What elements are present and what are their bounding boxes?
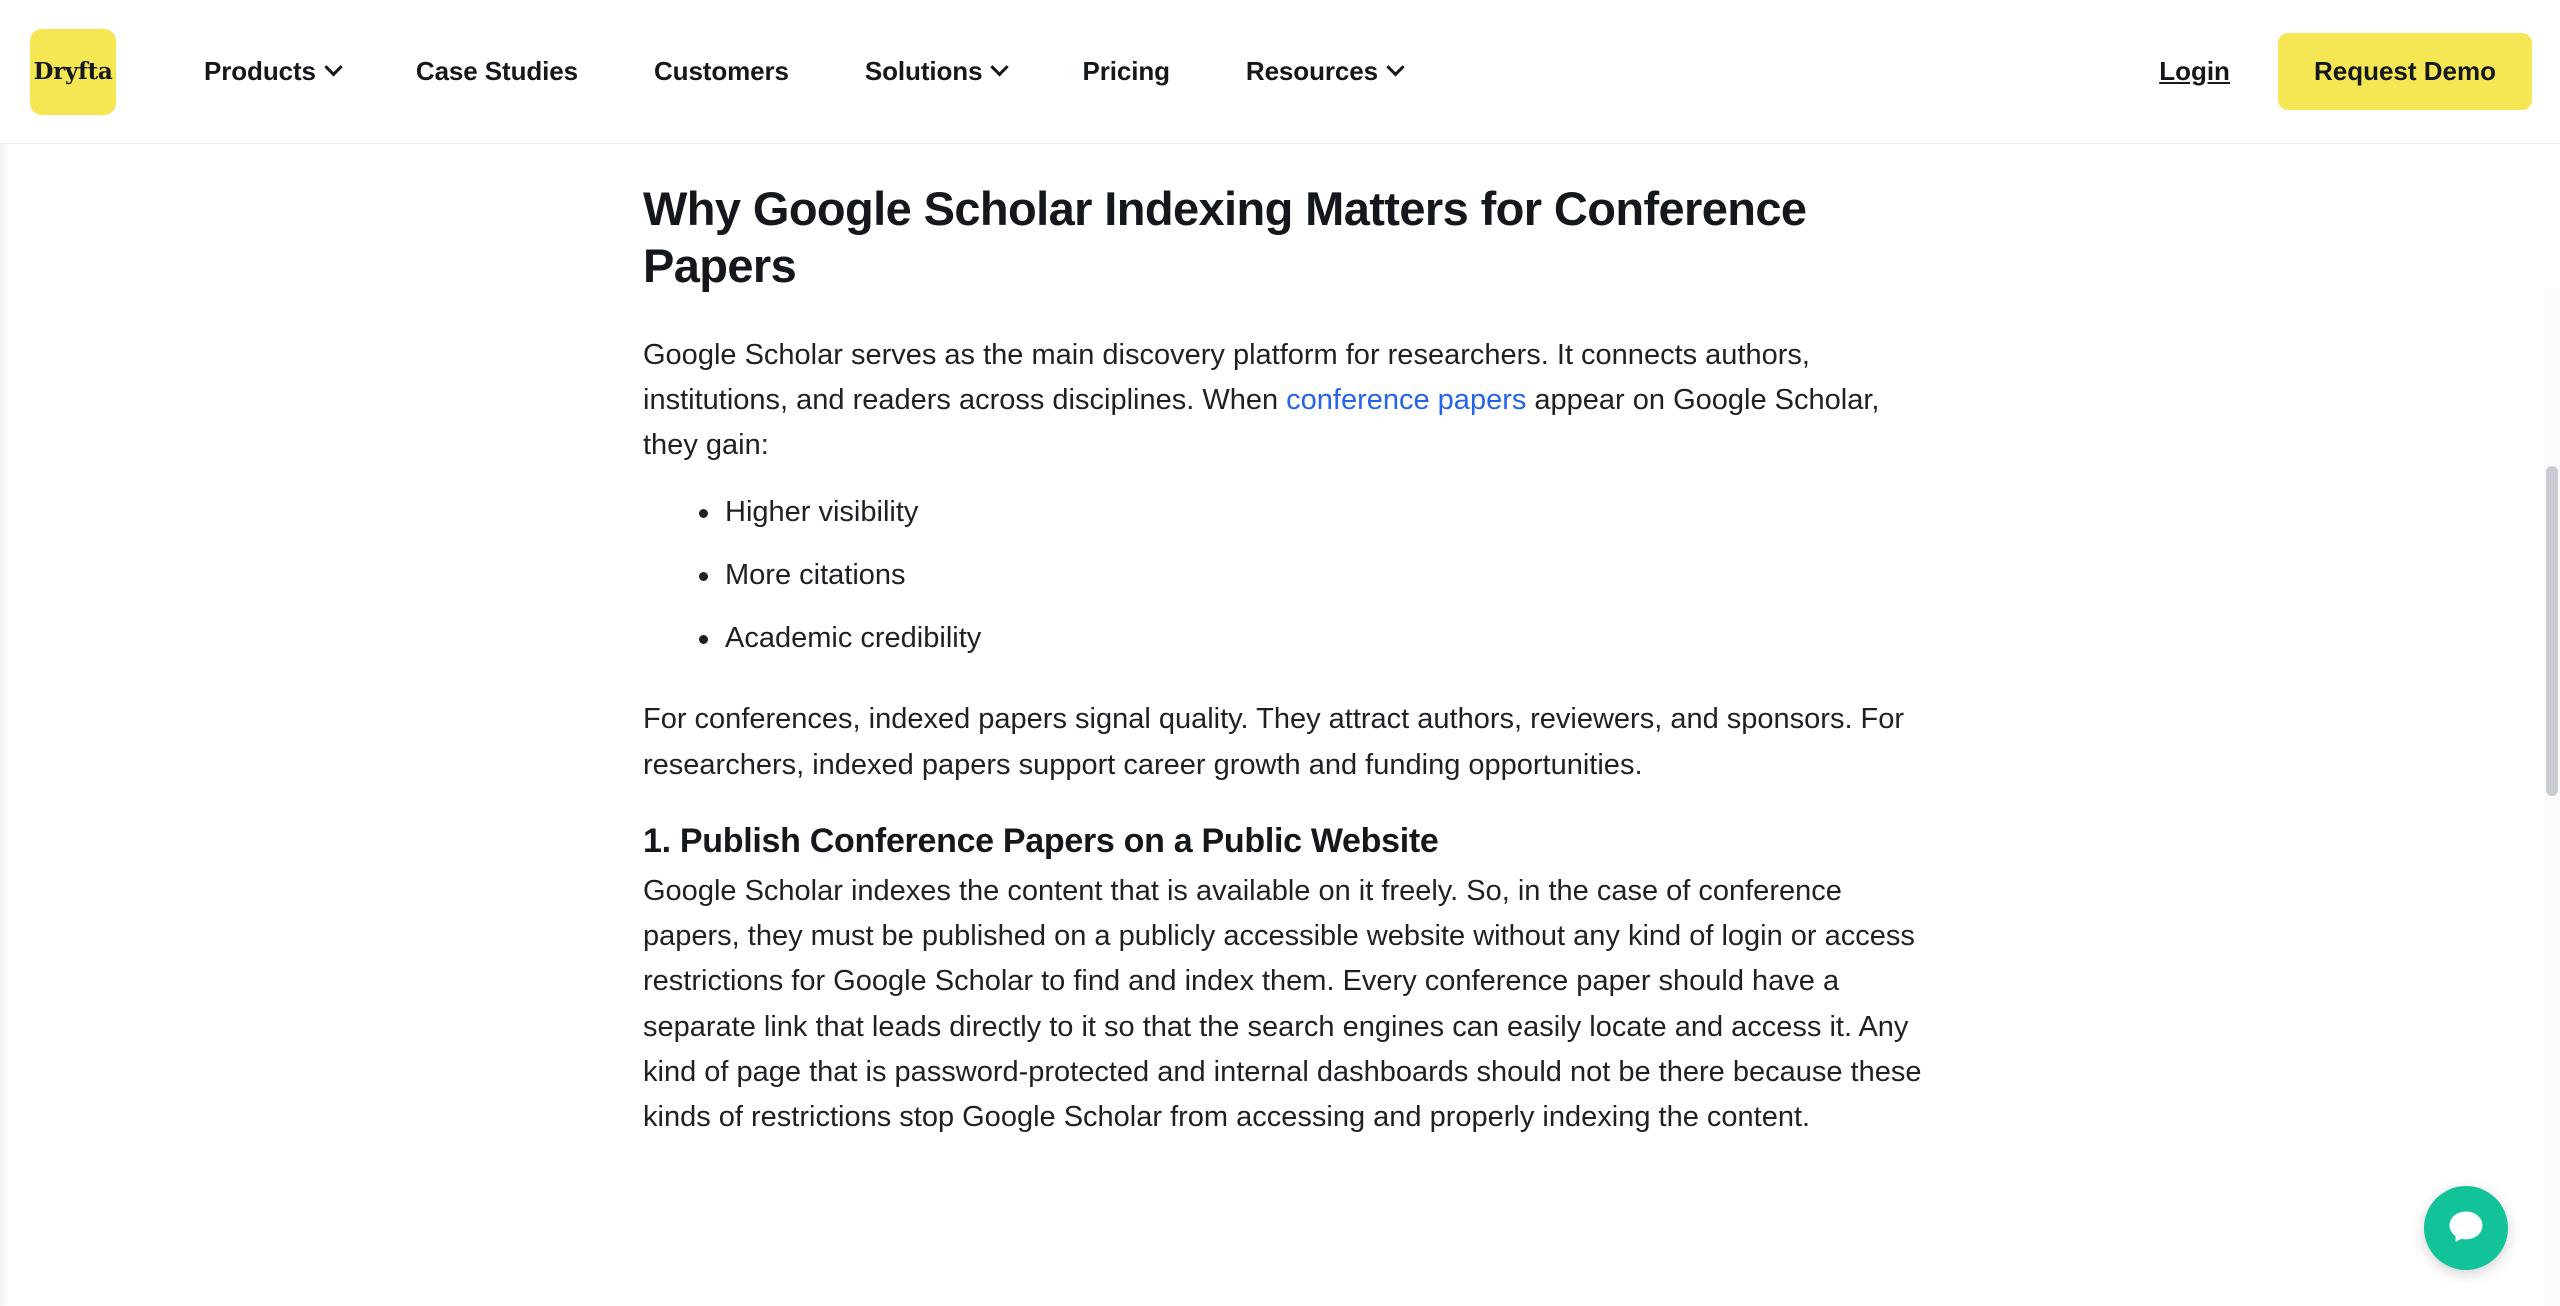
nav-item-label: Solutions <box>864 56 983 86</box>
body-paragraph-2: For conferences, indexed papers signal quality. They attract authors, reviewers, and sponsors. For researchers, indexed papers support career growth and funding opportunities. <box>643 703 1905 781</box>
intro-paragraph <box>643 333 1933 469</box>
conference-papers-link[interactable]: conference papers <box>1286 383 1527 416</box>
header-actions <box>2159 33 2532 110</box>
body-paragraph-3: Google Scholar indexes the content that is available on it freely. So, in the case of conference papers, they must be published on a publicly accessible website without any kind of login or access restrictions for Google Scholar to find and index them. Every conference paper should have a separate link that leads directly to it so that the search engines can easily locate and access it. Any kind of page that is password-protected and internal dashboards should not be there because these kinds of restrictions stop Google Scholar from accessing and properly indexing the content. <box>643 874 1922 1134</box>
page-content <box>0 144 2560 1306</box>
request-demo-button[interactable]: Request Demo <box>2278 33 2532 110</box>
scrollbar-thumb[interactable] <box>2546 466 2558 796</box>
login-link[interactable]: Login <box>2159 56 2230 86</box>
nav-item-label: Resources <box>1245 56 1378 86</box>
page-title: Why Google Scholar Indexing Matters for Conference Papers <box>643 182 1807 293</box>
nav-item-label: Customers <box>653 56 789 86</box>
nav-item-solutions[interactable] <box>827 56 1045 87</box>
chevron-down-icon <box>324 58 342 76</box>
nav-item-resources[interactable] <box>1208 56 1440 87</box>
nav-item-label: Products <box>204 56 316 86</box>
nav-item-label: Pricing <box>1082 56 1170 86</box>
article <box>643 180 1933 1166</box>
nav-item-pricing[interactable] <box>1044 56 1207 87</box>
list-item: Higher visibility <box>725 494 1933 532</box>
nav-item-case-studies[interactable] <box>378 56 616 87</box>
intro-text-part-2: appear on Google Scholar, they gain: <box>643 383 1880 462</box>
intro-text-part-1: Google Scholar serves as the main discovery platform for researchers. It connects authors, institutions, and readers across disciplines. When <box>643 338 1810 416</box>
logo-text: Dryfta <box>33 58 113 85</box>
section-heading-1: 1. Publish Conference Papers on a Public Website <box>643 821 1439 860</box>
page-edge-shadow <box>0 144 8 1306</box>
chevron-down-icon <box>991 58 1009 76</box>
nav-item-customers[interactable] <box>616 56 827 87</box>
benefits-list <box>643 494 1933 657</box>
nav-item-products[interactable] <box>204 56 378 87</box>
chat-icon <box>2444 1206 2488 1250</box>
main-nav <box>204 56 1440 87</box>
logo[interactable] <box>30 29 116 115</box>
chat-widget-button[interactable] <box>2424 1186 2508 1270</box>
site-header <box>0 0 2560 144</box>
page-scrollbar[interactable] <box>2544 288 2560 1306</box>
chevron-down-icon <box>1386 58 1404 76</box>
nav-item-label: Case Studies <box>415 56 578 86</box>
list-item: Academic credibility <box>725 620 1933 658</box>
list-item: More citations <box>725 557 1933 595</box>
